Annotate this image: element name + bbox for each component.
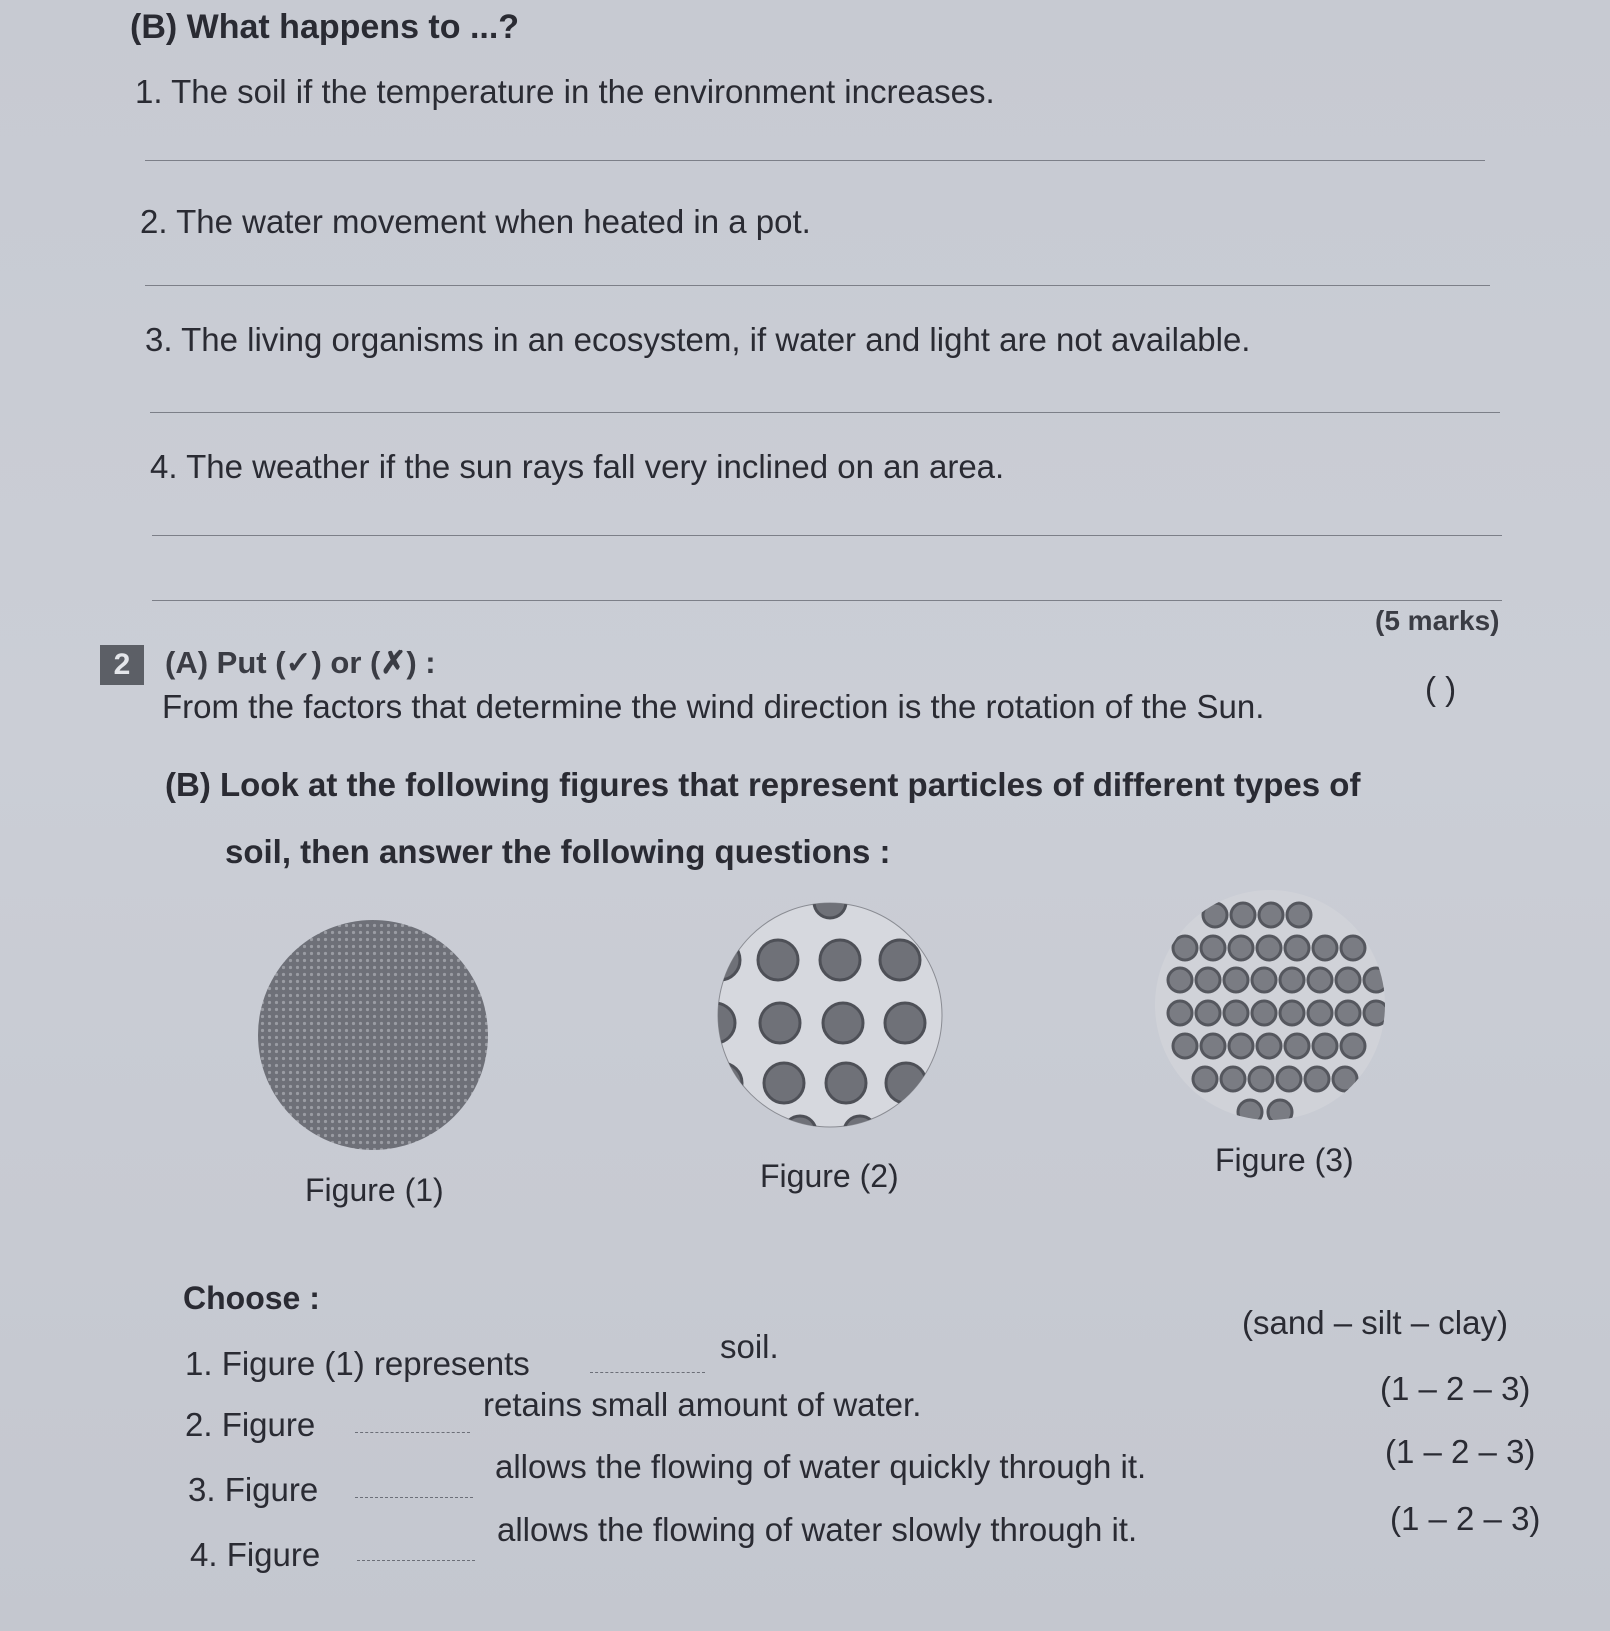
choose-heading: Choose : bbox=[183, 1280, 320, 1316]
question-b4: 4. The weather if the sun rays fall very inclined on an area. bbox=[150, 448, 1005, 485]
choose-item-1-suffix: soil. bbox=[720, 1328, 779, 1365]
answer-line bbox=[152, 535, 1502, 536]
q2-part-b-line2: soil, then answer the following questions : bbox=[225, 833, 891, 870]
q2-part-a-statement: From the factors that determine the wind direction is the rotation of the Sun. bbox=[162, 688, 1265, 725]
section-b-heading: (B) What happens to ...? bbox=[130, 8, 520, 46]
q2-part-b-line1: (B) Look at the following figures that represent particles of different types of bbox=[165, 766, 1361, 803]
choose-item-4-blank[interactable] bbox=[357, 1560, 475, 1561]
question-b2: 2. The water movement when heated in a pot. bbox=[140, 203, 811, 240]
marks-label: (5 marks) bbox=[1375, 605, 1500, 636]
soil-figures bbox=[0, 880, 1610, 1180]
question-number-badge: 2 bbox=[100, 645, 144, 685]
choose-item-3-suffix: allows the flowing of water quickly through it. bbox=[495, 1448, 1147, 1485]
answer-line bbox=[145, 285, 1490, 286]
choose-item-2-options: (1 – 2 – 3) bbox=[1380, 1370, 1531, 1407]
q2-part-a-heading: (A) Put (✓) or (✗) : bbox=[165, 645, 436, 680]
choose-item-1-blank[interactable] bbox=[590, 1372, 705, 1373]
choose-item-2-suffix: retains small amount of water. bbox=[483, 1386, 922, 1423]
choose-item-3-text: 3. Figure bbox=[188, 1471, 319, 1508]
choose-item-1-options: (sand – silt – clay) bbox=[1242, 1304, 1508, 1341]
question-b3: 3. The living organisms in an ecosystem, if water and light are not available. bbox=[145, 321, 1251, 358]
choose-item-3-blank[interactable] bbox=[355, 1497, 473, 1498]
choose-item-3-options: (1 – 2 – 3) bbox=[1385, 1433, 1536, 1470]
answer-line bbox=[150, 412, 1500, 413]
figure-1-label: Figure (1) bbox=[305, 1172, 444, 1208]
choose-item-4-text: 4. Figure bbox=[190, 1536, 321, 1573]
figure-3-silt-particles bbox=[1155, 890, 1388, 1124]
answer-line bbox=[145, 160, 1485, 161]
choose-item-2-blank[interactable] bbox=[355, 1432, 470, 1433]
answer-bracket[interactable]: ( ) bbox=[1425, 670, 1457, 707]
choose-item-1-text: 1. Figure (1) represents bbox=[185, 1345, 530, 1382]
choose-item-4-suffix: allows the flowing of water slowly through it. bbox=[497, 1511, 1138, 1548]
question-b1: 1. The soil if the temperature in the environment increases. bbox=[135, 73, 995, 110]
figure-2-sand-particles bbox=[695, 886, 942, 1148]
choose-item-4-options: (1 – 2 – 3) bbox=[1390, 1500, 1541, 1537]
figure-1-clay-particles bbox=[258, 920, 488, 1150]
answer-line bbox=[152, 600, 1502, 601]
choose-item-2-text: 2. Figure bbox=[185, 1406, 316, 1443]
figure-2-label: Figure (2) bbox=[760, 1158, 899, 1194]
figure-3-label: Figure (3) bbox=[1215, 1142, 1354, 1178]
